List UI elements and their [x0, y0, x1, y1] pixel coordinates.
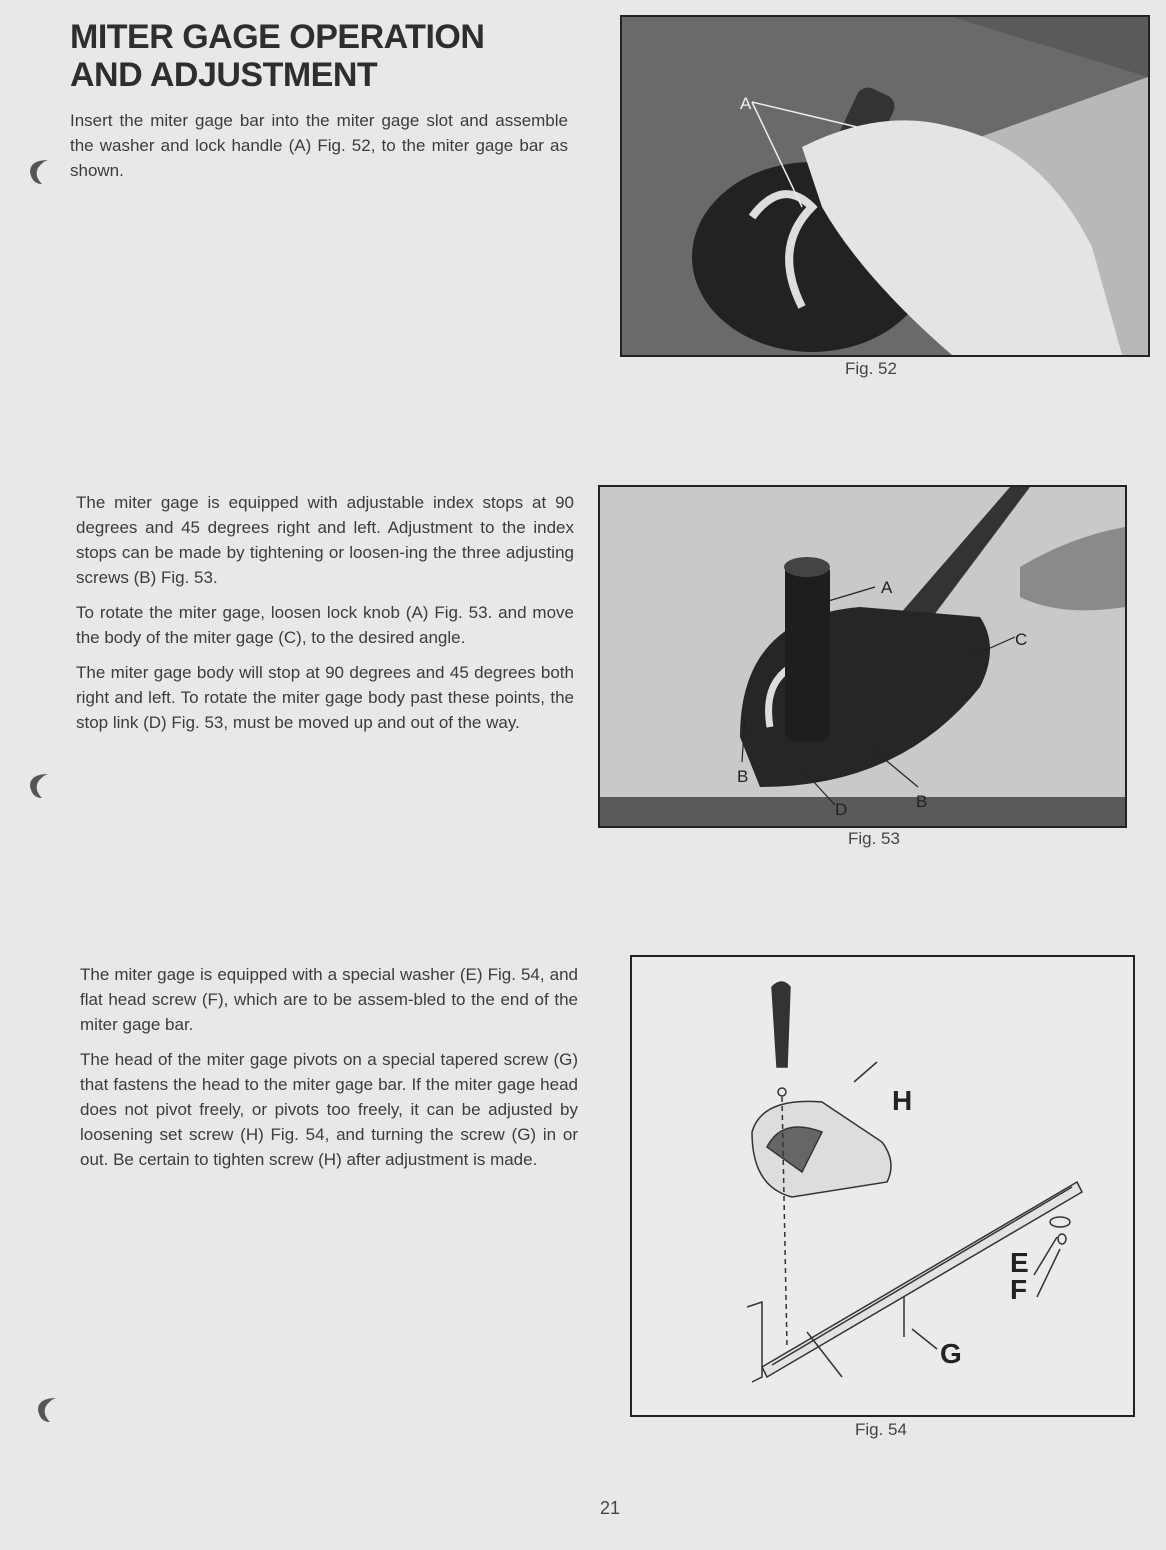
label-e: E [1010, 1247, 1029, 1278]
title-line-1: MITER GAGE OPERATION [70, 18, 485, 56]
binder-hole-icon [26, 156, 54, 186]
page-title [70, 18, 484, 94]
label-f: F [1010, 1274, 1028, 1305]
figure-54-caption: Fig. 54 [855, 1420, 907, 1439]
page-number: 21 [600, 1498, 621, 1518]
label-a: A [881, 578, 893, 597]
miter-gage-body-photo [600, 487, 1125, 826]
binder-hole-icon [26, 770, 54, 800]
label-d: D [835, 800, 848, 819]
label-a: A [740, 94, 752, 113]
pivot-screw-text [80, 962, 578, 1182]
figure-53-caption: Fig. 53 [848, 829, 900, 848]
label-c: C [1015, 630, 1028, 649]
miter-gage-exploded-diagram [632, 957, 1133, 1415]
title-line-2: AND ADJUSTMENT [70, 56, 378, 94]
label-h: H [892, 1085, 913, 1116]
paragraph: To rotate the miter gage, loosen lock knob (A) Fig. 53. and move the body of the miter gage (C), to the desired angle. [76, 603, 574, 647]
figure-52-caption: Fig. 52 [845, 359, 897, 378]
binder-hole-icon [34, 1394, 62, 1424]
paragraph: The head of the miter gage pivots on a special tapered screw (G) that fastens the head to the miter gage bar. If the miter gage head does not pivot freely, or pivots too freely, it can be adjusted by loosening set screw (H) Fig. 54, and turning the screw (G) in or out. Be certain to tighten screw (H) after adjustment is made. [80, 1050, 578, 1169]
figure-52-photo [620, 15, 1150, 357]
paragraph: Insert the miter gage bar into the miter gage slot and assemble the washer and lock handle (A) Fig. 52, to the miter gage bar as shown. [70, 111, 568, 180]
label-g: G [940, 1338, 962, 1369]
index-stops-text [76, 490, 574, 745]
figure-53-photo [598, 485, 1127, 828]
label-b-right: B [916, 792, 928, 811]
miter-gage-hand-photo [622, 17, 1148, 355]
figure-54-diagram [630, 955, 1135, 1417]
label-b-left: B [737, 767, 749, 786]
paragraph: The miter gage is equipped with a special washer (E) Fig. 54, and flat head screw (F), which are to be assem-bled to the end of the miter gage bar. [80, 965, 578, 1034]
intro-text [70, 108, 568, 193]
paragraph: The miter gage body will stop at 90 degrees and 45 degrees both right and left. To rotate the miter gage body past these points, the stop link (D) Fig. 53, must be moved up and out of the way. [76, 663, 574, 732]
paragraph: The miter gage is equipped with adjustable index stops at 90 degrees and 45 degrees right and left. Adjustment to the index stops can be made by tightening or loosen-ing the three adjusting screws (B) Fig. 53. [76, 493, 574, 587]
